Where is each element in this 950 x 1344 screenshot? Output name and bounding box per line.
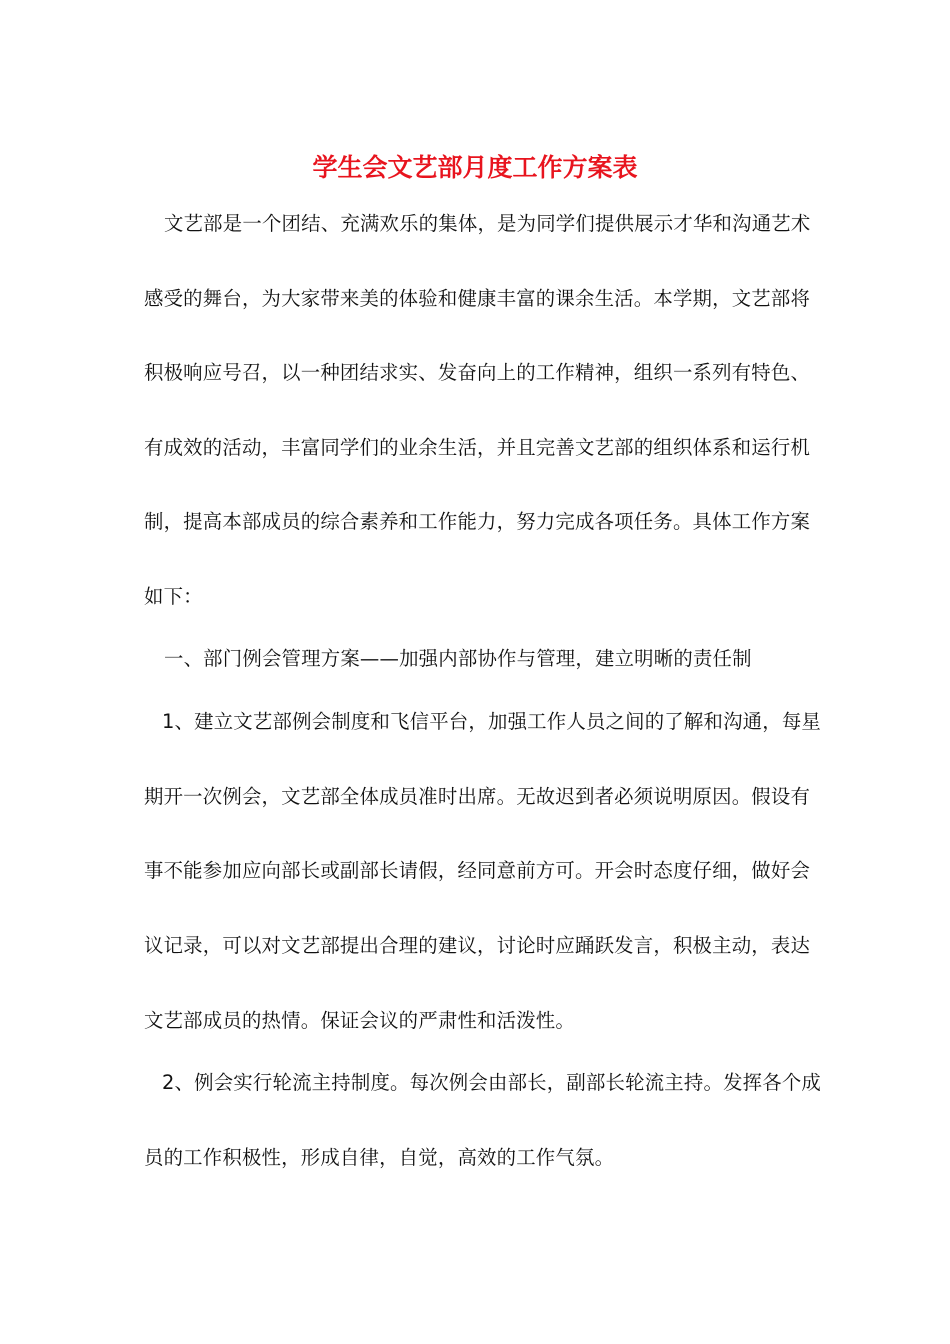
- paragraph-line: 期开一次例会，文艺部全体成员准时出席。无故迟到者必须说明原因。假设有: [144, 785, 811, 808]
- paragraph-line: 感受的舞台，为大家带来美的体验和健康丰富的课余生活。本学期，文艺部将: [144, 287, 811, 310]
- section-heading: 一、部门例会管理方案——加强内部协作与管理，建立明晰的责任制: [164, 647, 752, 670]
- paragraph-line: 积极响应号召，以一种团结求实、发奋向上的工作精神，组织一系列有特色、: [144, 361, 811, 384]
- paragraph-line: 员的工作积极性，形成自律，自觉，高效的工作气氛。: [144, 1146, 615, 1169]
- paragraph-line: 议记录，可以对文艺部提出合理的建议，讨论时应踊跃发言，积极主动，表达: [144, 934, 811, 957]
- paragraph-line: 文艺部是一个团结、充满欢乐的集体，是为同学们提供展示才华和沟通艺术: [164, 212, 811, 235]
- paragraph-line: 制，提高本部成员的综合素养和工作能力，努力完成各项任务。具体工作方案: [144, 510, 811, 533]
- paragraph-line: 文艺部成员的热情。保证会议的严肃性和活泼性。: [144, 1009, 575, 1032]
- paragraph-line: 有成效的活动，丰富同学们的业余生活，并且完善文艺部的组织体系和运行机: [144, 436, 811, 459]
- list-item-line: 2、例会实行轮流主持制度。每次例会由部长，副部长轮流主持。发挥各个成: [162, 1071, 822, 1094]
- document-title: 学生会文艺部月度工作方案表: [312, 153, 638, 182]
- paragraph-line: 如下：: [144, 585, 203, 608]
- list-item-line: 1、建立文艺部例会制度和飞信平台，加强工作人员之间的了解和沟通，每星: [162, 710, 822, 733]
- paragraph-line: 事不能参加应向部长或副部长请假，经同意前方可。开会时态度仔细，做好会: [144, 859, 811, 882]
